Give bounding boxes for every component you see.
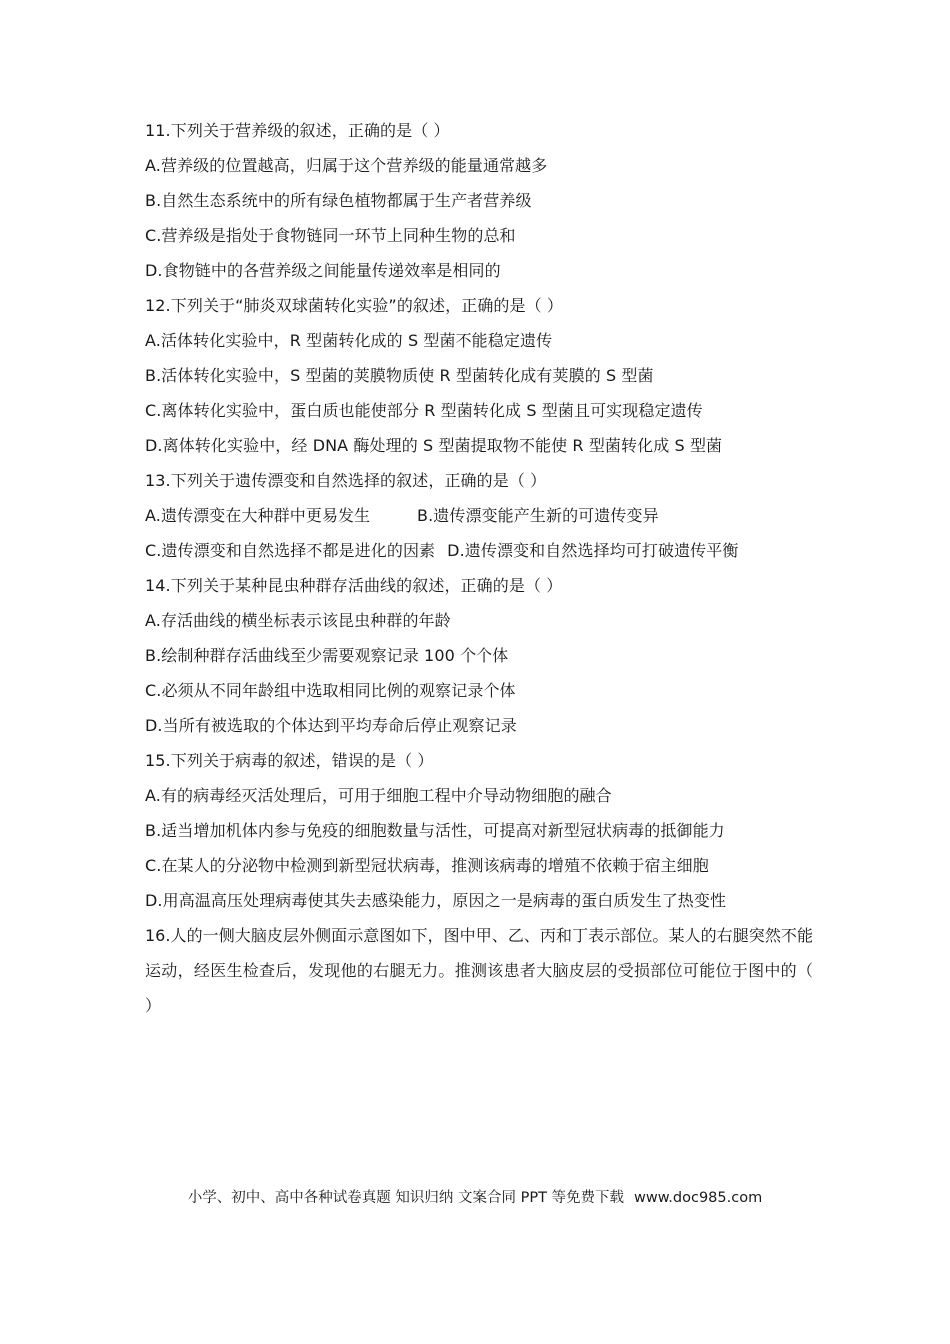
option-b: B.绘制种群存活曲线至少需要观察记录 100 个个体 <box>145 646 509 665</box>
option-a: A.活体转化实验中，R 型菌转化成的 S 型菌不能稳定遗传 <box>145 331 553 350</box>
question-stem: 12.下列关于“肺炎双球菌转化实验”的叙述，正确的是（ ） <box>145 296 564 315</box>
option-b: B.自然生态系统中的所有绿色植物都属于生产者营养级 <box>145 191 532 210</box>
option-b: B.遗传漂变能产生新的可遗传变异 <box>417 506 659 525</box>
option-a: A.有的病毒经灭活处理后，可用于细胞工程中介导动物细胞的融合 <box>145 786 612 805</box>
option-b: B.适当增加机体内参与免疫的细胞数量与活性，可提高对新型冠状病毒的抵御能力 <box>145 821 725 840</box>
option-a: A.营养级的位置越高，归属于这个营养级的能量通常越多 <box>145 156 548 175</box>
question-stem: 16.人的一侧大脑皮层外侧面示意图如下，图中甲、乙、丙和丁表示部位。某人的右腿突然不能运动，经医生检查后，发现他的右腿无力。推测该患者大脑皮层的受损部位可能位于图中的（ ） <box>145 926 813 1015</box>
option-d: D.离体转化实验中，经 DNA 酶处理的 S 型菌提取物不能使 R 型菌转化成 S 型菌 <box>145 436 723 455</box>
option-d: D.食物链中的各营养级之间能量传递效率是相同的 <box>145 261 501 280</box>
page-footer <box>0 1186 950 1210</box>
question-stem: 13.下列关于遗传漂变和自然选择的叙述，正确的是（ ） <box>145 471 547 490</box>
question-stem: 11.下列关于营养级的叙述，正确的是（ ） <box>145 121 450 140</box>
option-d: D.当所有被选取的个体达到平均寿命后停止观察记录 <box>145 716 517 735</box>
exam-content <box>145 113 815 1023</box>
option-d: D.遗传漂变和自然选择均可打破遗传平衡 <box>447 541 739 560</box>
question-12 <box>145 288 815 463</box>
footer-link[interactable]: www.doc985.com <box>634 1190 763 1206</box>
question-15 <box>145 743 815 918</box>
option-b: B.活体转化实验中，S 型菌的荚膜物质使 R 型菌转化成有荚膜的 S 型菌 <box>145 366 654 385</box>
question-stem: 15.下列关于病毒的叙述，错误的是（ ） <box>145 751 434 770</box>
option-row <box>145 533 815 568</box>
footer-text: 小学、初中、高中各种试卷真题 知识归纳 文案合同 PPT 等免费下载 <box>187 1190 625 1206</box>
option-a: A.存活曲线的横坐标表示该昆虫种群的年龄 <box>145 611 451 630</box>
option-c: C.营养级是指处于食物链同一环节上同种生物的总和 <box>145 226 516 245</box>
question-14 <box>145 568 815 743</box>
option-c: C.遗传漂变和自然选择不都是进化的因素 <box>145 541 436 560</box>
option-d: D.用高温高压处理病毒使其失去感染能力，原因之一是病毒的蛋白质发生了热变性 <box>145 891 727 910</box>
option-c: C.在某人的分泌物中检测到新型冠状病毒，推测该病毒的增殖不依赖于宿主细胞 <box>145 856 709 875</box>
option-c: C.必须从不同年龄组中选取相同比例的观察记录个体 <box>145 681 516 700</box>
question-16 <box>145 918 815 1023</box>
question-11 <box>145 113 815 288</box>
option-a: A.遗传漂变在大种群中更易发生 <box>145 506 371 525</box>
option-c: C.离体转化实验中，蛋白质也能使部分 R 型菌转化成 S 型菌且可实现稳定遗传 <box>145 401 703 420</box>
question-stem: 14.下列关于某种昆虫种群存活曲线的叙述，正确的是（ ） <box>145 576 563 595</box>
question-13 <box>145 463 815 568</box>
option-row <box>145 498 815 533</box>
